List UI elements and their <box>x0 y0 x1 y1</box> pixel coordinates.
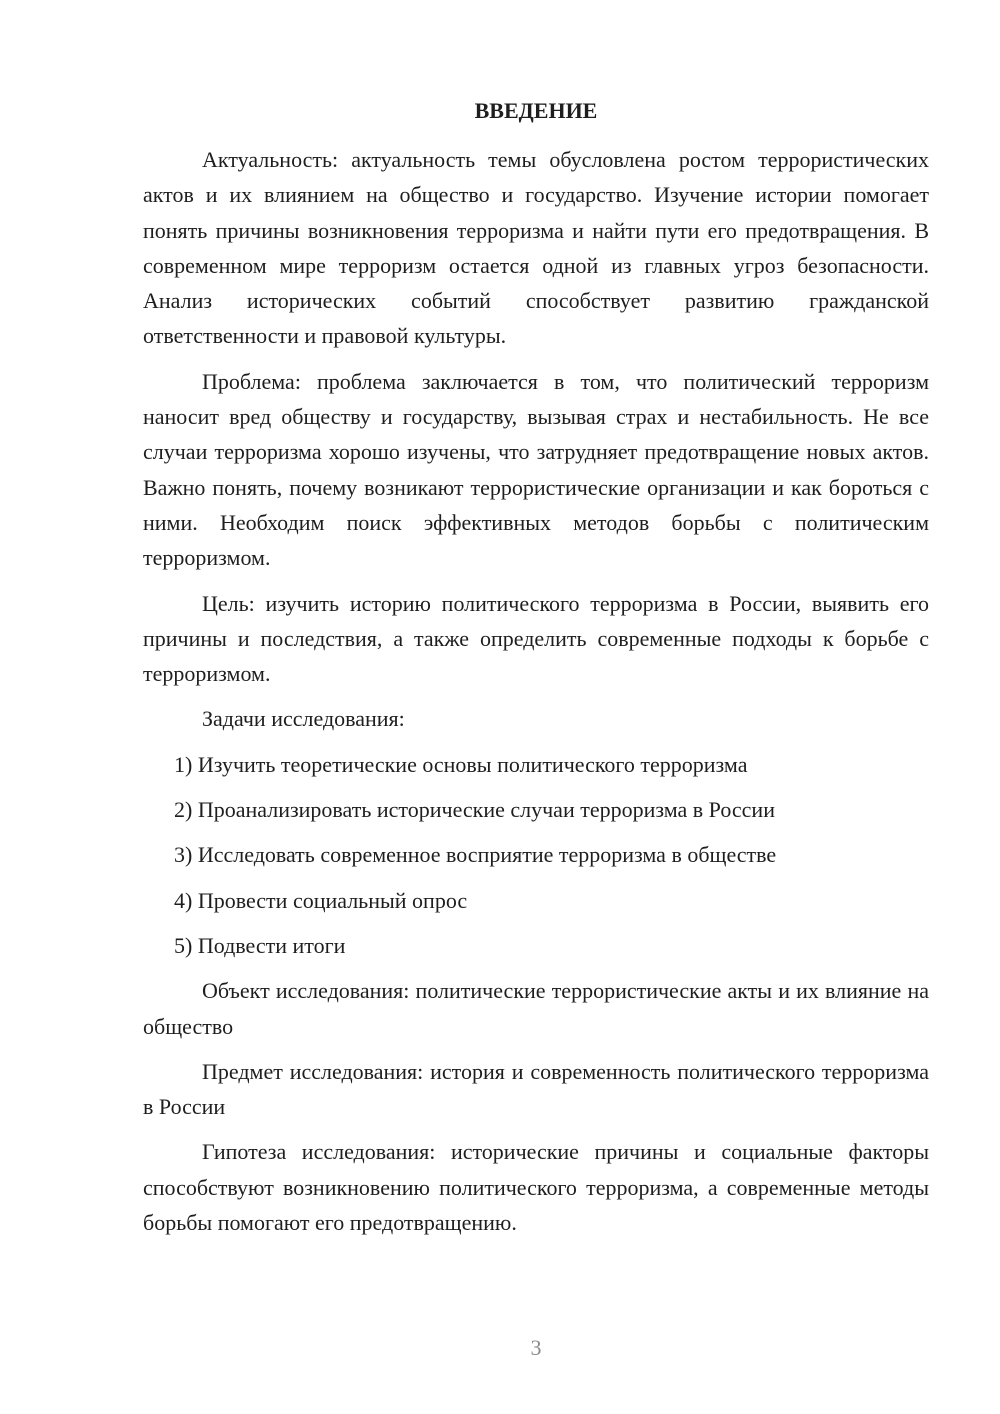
hypothesis-paragraph: Гипотеза исследования: исторические причины и социальные факторы способствуют возникновению политического терроризма, а современные методы борьбы помогают его предотвращению. <box>143 1139 929 1236</box>
tasks-list <box>143 747 929 963</box>
page-title: ВВЕДЕНИЕ <box>474 98 598 123</box>
relevance-paragraph: Актуальность: актуальность темы обусловлена ростом террористических актов и их влиянием на общество и государство. Изучение истории помогает понять причины возникновения терроризма и найти пути его предотвращения. В современном мире терроризм остается одной из главных угроз безопасности. Анализ исторических событий способствует развитию гражданской ответственности и правовой культуры. <box>143 147 929 349</box>
tasks-heading: Задачи исследования: <box>202 706 405 732</box>
task-item-3: 3) Исследовать современное восприятие терроризма в обществе <box>174 842 777 868</box>
task-item-2: 2) Проанализировать исторические случаи терроризма в России <box>174 797 775 823</box>
task-item-1: 1) Изучить теоретические основы политического терроризма <box>174 751 748 777</box>
page-number: 3 <box>530 1335 542 1360</box>
object-paragraph: Объект исследования: политические террористические акты и их влияние на общество <box>143 978 929 1039</box>
subject-paragraph: Предмет исследования: история и современность политического терроризма в России <box>143 1058 929 1120</box>
document-body <box>143 142 929 1250</box>
problem-paragraph: Проблема: проблема заключается в том, что политический терроризм наносит вред обществу и государству, вызывая страх и нестабильность. Не все случаи терроризма хорошо изучены, что затрудняет предотвращение новых актов. Важно понять, почему возникают террористические организации и как бороться с ними. Необходим поиск эффективных методов борьбы с политическим терроризмом. <box>143 368 929 571</box>
task-item-5: 5) Подвести итоги <box>174 932 346 958</box>
task-item-4: 4) Провести социальный опрос <box>174 887 468 913</box>
goal-paragraph: Цель: изучить историю политического терроризма в России, выявить его причины и последствия, а также определить современные подходы к борьбе с терроризмом. <box>143 590 929 687</box>
